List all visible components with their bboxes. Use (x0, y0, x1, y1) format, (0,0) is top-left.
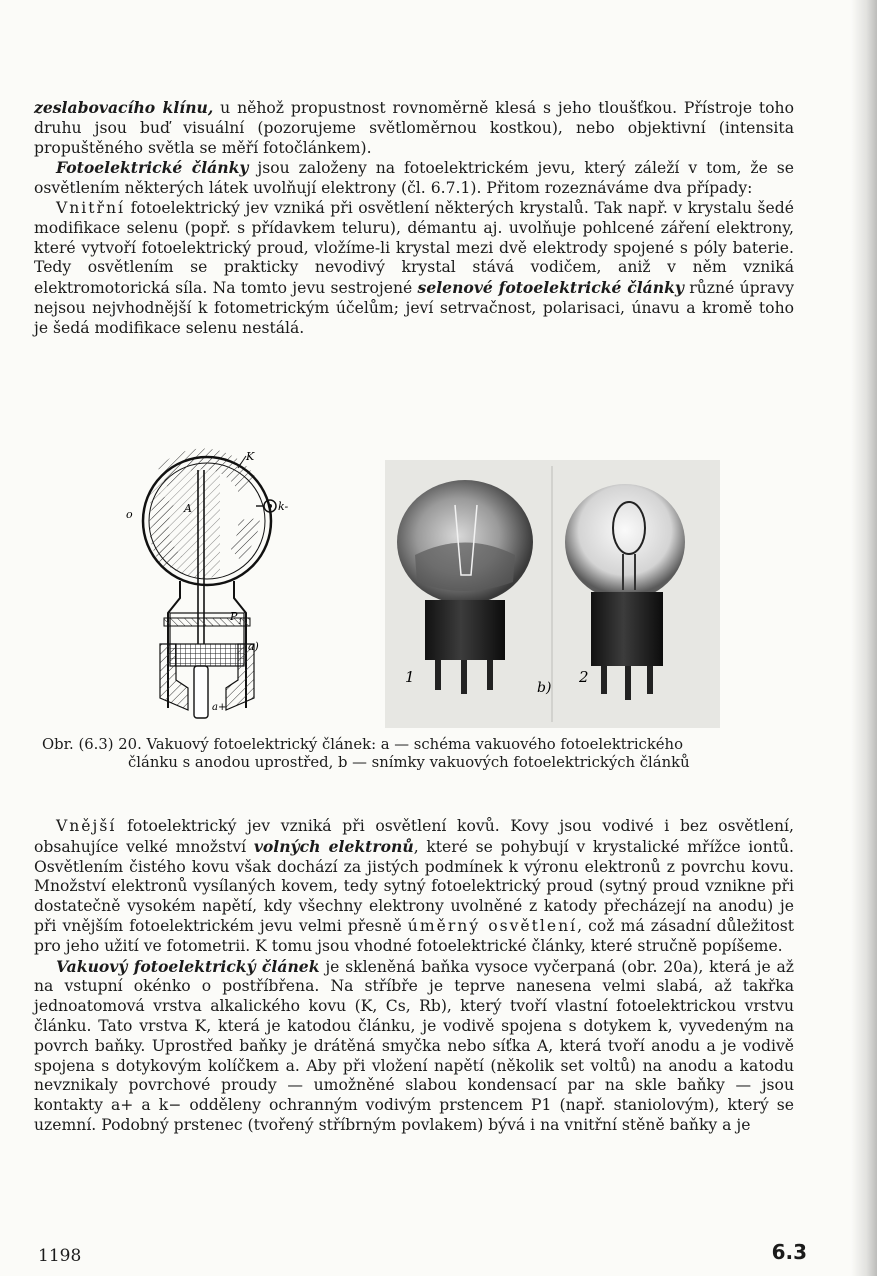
label-P1-sub: 1 (238, 618, 243, 626)
paragraph-wedge (34, 98, 794, 158)
paragraph-text: je skleněná baňka vysoce vyčerpaná (obr. 20a), která je až na vstupní okénko o postříbřena. Na stříbře je teprve nanesena velmi slabá, až takřka jednoatomová vrstva alkalického kovu (K, Cs, Rb), který tvoří vlastní fotoelektrickou vrstvu článku. Tato vrstva K, která je katodou článku, je vodivě spojena s dotykem k, vyvedeným na povrch baňky. Uprostřed baňky je drátěná smyčka nebo síťka A, která tvoří anodu a je vodivě spojena s dotykovým kolíčkem a. Aby při vložení napětí (několik set voltů) na anodu a katodu nevznikaly povrchové proudy — umožněné slabou kondensací par na skle baňky — jsou kontakty a+ a k− odděleny ochranným vodivým prstencem P1 (např. staniolovým), který se uzemní. Podobný prstenec (tvořený stříbrným povlakem) bývá i na vnitřní stěně baňky a je (34, 957, 794, 1134)
label-k-minus: k- (278, 500, 289, 513)
paragraph-photocells (34, 158, 794, 199)
page-edge-shadow (851, 0, 877, 1276)
photo-label-2: 2 (579, 668, 589, 686)
paragraph-internal-effect (34, 199, 794, 339)
paragraph-text: u něhož propustnost rovnoměrně klesá s jeho tloušťkou. Přístroje toho druhu jsou buď visuální (pozorujeme světloměrnou kostkou), nebo objektivní (intensita propuštěného světla se měří fotočlánkem). (34, 99, 794, 157)
figure-vacuum-photocell (120, 448, 740, 734)
section-number: 6.3 (771, 1240, 807, 1264)
paragraph-external-effect (34, 817, 794, 957)
paragraph-text: fotoelektrický jev vzniká při osvětlení některých krystalů. Tak např. v krystalu šedé modifikace selenu (popř. s přídavkem teluru), démantu aj. uvolňuje pohlcené záření elektrony, které vytvoří fotoelektrický proud, vložíme-li krystal mezi dvě elektrody spojené s póly baterie. Tedy osvětlením se prakticky nevodivý krystal stává vodičem, aniž v něm vzniká elektromotorická síla. Na tomto jevu sestrojené (34, 198, 794, 298)
figure-caption (42, 736, 802, 772)
caption-line-1: Obr. (6.3) 20. Vakuový fotoelektrický článek: a — schéma vakuového fotoelektrického (42, 736, 683, 753)
spaced-term-external: Vnější (56, 817, 117, 835)
emphasis-photocells: Fotoelektrické články (56, 158, 249, 178)
paragraph-text: , které se pohybují v krystalické mřížce iontů. Osvětlením čistého kovu však dochází za jistých podmínek k výronu elektronů z povrchu kovu. Množství elektronů vysílaných kovem, tedy sytný fotoelektrický proud (sytný proud vznikne při dostatečně vysokém napětí, kdy všechny elektrony uvolněné z katody přecházejí na anodu) je při vnějším fotoelektrickém jevu velmi přesně (34, 837, 794, 935)
label-part-a: a) (248, 640, 259, 653)
label-a-plus: a+ (212, 702, 227, 713)
photocell-schematic (120, 448, 295, 728)
paragraph-text: různé úpravy nejsou nejvhodnější k fotometrickým účelům; jeví setrvačnost, polarisaci, únavu a kromě toho je šedá modifikace selenu nestálá. (34, 279, 795, 337)
photocells-photograph (385, 460, 720, 728)
emphasis-free-electrons: volných elektronů (253, 836, 414, 856)
photo-label-1: 1 (405, 668, 415, 686)
paragraph-text: fotoelektrický jev vzniká při osvětlení kovů. Kovy jsou vodivé i bez osvětlení, obsahujíce velké množství (34, 817, 794, 856)
label-A: A (184, 502, 192, 515)
photo-label-b: b) (537, 680, 552, 696)
caption-line-2: článku s anodou uprostřed, b — snímky vakuových fotoelektrických článků (128, 754, 690, 771)
bottom-text-block (34, 817, 794, 1136)
spaced-term-internal: Vnitřní (56, 198, 126, 217)
label-o: o (126, 508, 133, 521)
paragraph-text: , což má zásadní důležitost pro jeho užití ve fotometrii. K tomu jsou vhodné fotoelektrické články, které stručně popíšeme. (34, 916, 794, 955)
emphasis-selenium-cells: selenové fotoelektrické články (417, 278, 684, 298)
label-P1: P (230, 610, 238, 623)
spaced-term-proportional: úměrný osvětlení (407, 916, 578, 935)
bulb-2 (565, 484, 685, 600)
paragraph-vacuum-cell (34, 957, 794, 1136)
label-K: K (246, 450, 255, 463)
paragraph-text: jsou založeny na fotoelektrickém jevu, který záleží v tom, že se osvětlením některých látek uvolňují elektrony (čl. 6.7.1). Přitom rozeznáváme dva případy: (34, 159, 794, 198)
page-number: 1198 (38, 1246, 82, 1266)
emphasis-vacuum-cell: Vakuový fotoelektrický článek (56, 956, 320, 976)
top-text-block (34, 98, 794, 339)
emphasis-wedge: zeslabovacího klínu, (34, 98, 214, 117)
